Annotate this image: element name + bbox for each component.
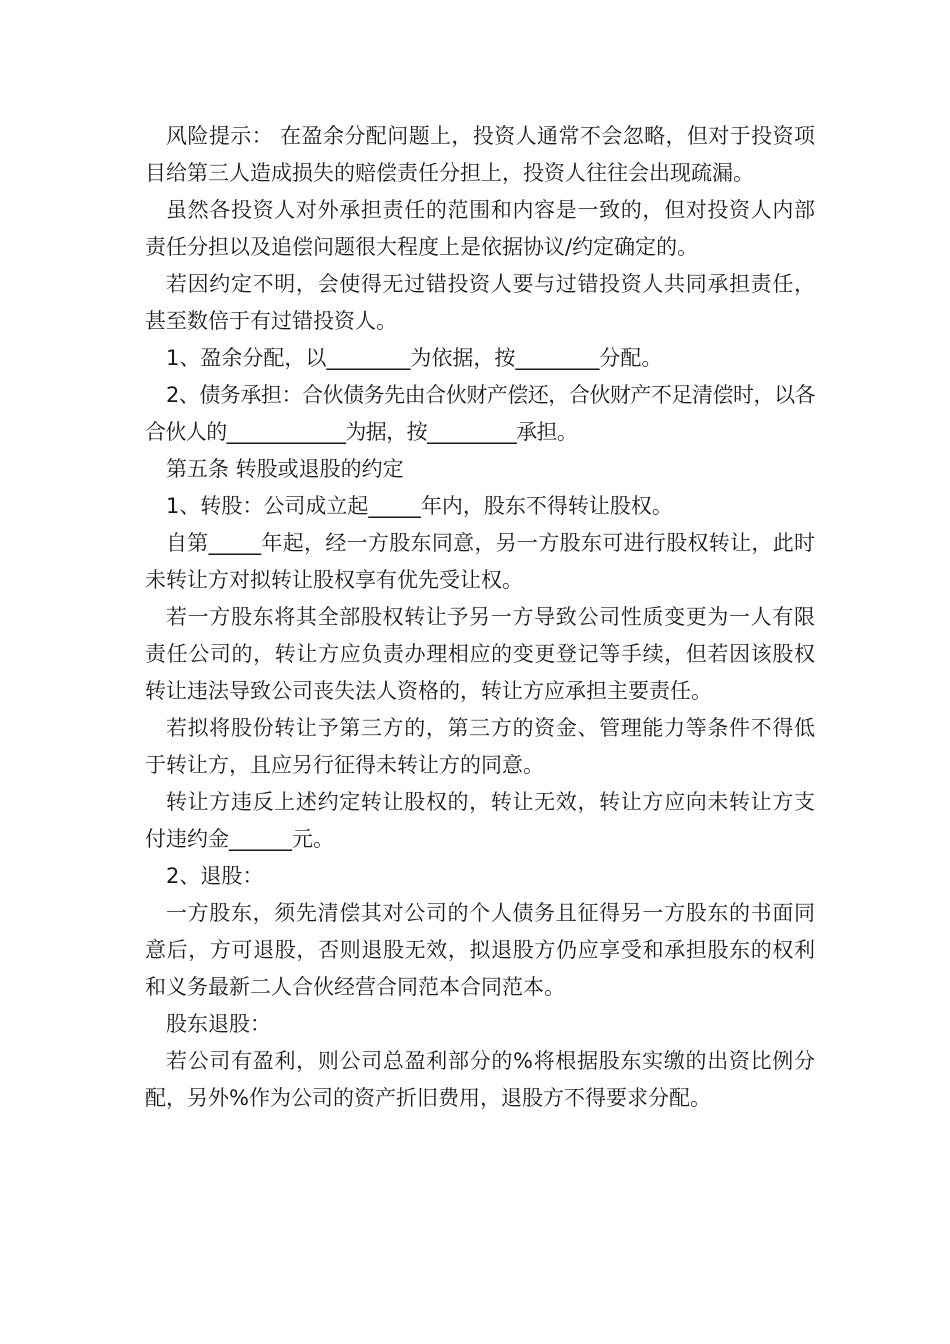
breach-penalty-paragraph: 转让方违反上述约定转让股权的，转让无效，转让方应向未转让方支付违约金______元。 [145,790,815,851]
full-transfer-paragraph: 若一方股东将其全部股权转让予另一方导致公司性质变更为一人有限责任公司的，转让方应负责办理相应的变更登记等手续，但若因该股权转让违法导致公司丧失法人资格的，转让方应承担主要责任。 [145,605,815,703]
third-party-transfer-paragraph: 若拟将股份转让予第三方的，第三方的资金、管理能力等条件不得低于转让方，且应另行征得未转让方的同意。 [145,716,815,777]
withdrawal-heading: 2、退股： [166,864,264,888]
document-body [145,118,815,1117]
profit-on-withdrawal-paragraph: 若公司有盈利，则公司总盈利部分的%将根据股东实缴的出资比例分配，另外%作为公司的资产折旧费用，退股方不得要求分配。 [145,1049,815,1110]
profit-distribution-clause: 1、盈余分配，以________为依据，按________分配。 [166,346,663,370]
shareholder-withdrawal-label: 股东退股： [166,1012,271,1036]
share-transfer-clause: 1、转股：公司成立起_____年内，股东不得转让股权。 [166,494,673,518]
unclear-agreement-paragraph: 若因约定不明，会使得无过错投资人要与过错投资人共同承担责任，甚至数倍于有过错投资人。 [145,272,815,333]
withdrawal-conditions-paragraph: 一方股东，须先清偿其对公司的个人债务且征得另一方股东的书面同意后，方可退股，否则退股无效，拟退股方仍应享受和承担股东的权利和义务最新二人合伙经营合同范本合同范本。 [145,901,815,999]
risk-notice-paragraph: 风险提示： 在盈余分配问题上，投资人通常不会忽略，但对于投资项目给第三人造成损失的赔偿责任分担上，投资人往往会出现疏漏。 [145,124,815,185]
article-five-heading: 第五条 转股或退股的约定 [166,457,404,481]
debt-bearing-clause: 2、债务承担：合伙债务先由合伙财产偿还，合伙财产不足清偿时，以各合伙人的____________为据，按_________承担。 [145,383,815,444]
transfer-consent-paragraph: 自第_____年起，经一方股东同意，另一方股东可进行股权转让，此时未转让方对拟转让股权享有优先受让权。 [145,531,815,592]
internal-liability-paragraph: 虽然各投资人对外承担责任的范围和内容是一致的，但对投资人内部责任分担以及追偿问题很大程度上是依据协议/约定确定的。 [145,198,815,259]
